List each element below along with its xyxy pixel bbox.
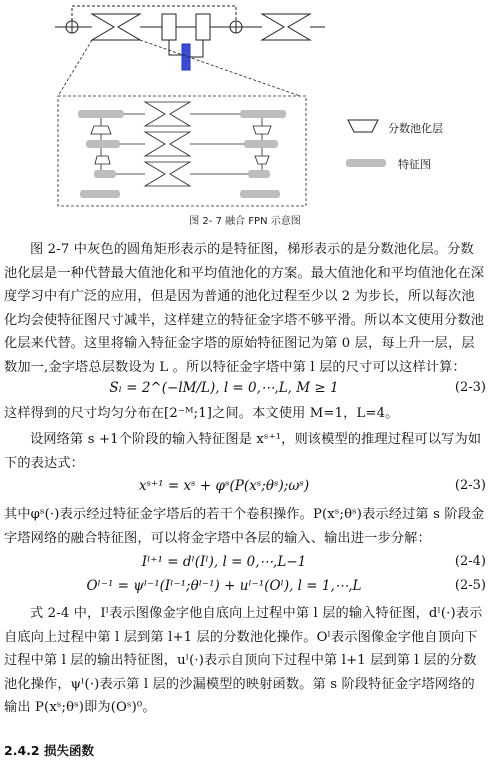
paragraph-2: 这样得到的尺寸均匀分布在[2⁻ᴹ;1]之间。本文使用 M=1，L=4。 (4, 406, 399, 421)
paragraph-4-container (4, 503, 486, 550)
legend-pooling-label: 分数池化层 (388, 122, 443, 135)
equation-number: (2-3) (454, 380, 486, 395)
paragraph-2-container (4, 402, 486, 426)
feature-map (86, 140, 120, 148)
feature-map (244, 140, 278, 148)
hourglass-block-1 (92, 14, 140, 40)
equation-2-3b (4, 476, 486, 498)
legend (346, 120, 386, 167)
paragraph-1-container (4, 238, 486, 380)
equation-body: Iˡ⁺¹ = dˡ(Iˡ), l = 0,⋯,L−1 (141, 554, 307, 570)
paragraph-5: 式 2-4 中，Iˡ表示图像金字他自底向上过程中第 l 层的输入特征图，dˡ(·)表示自底向上过程中第 l 层到第 l+1 层的分数池化操作。Oˡ表示图像金字他自顶向下过程中第 l 层的输出特征图，uˡ(·)表示自顶向下过程中第 l+1 层到第 l 层的分数池化操作，ψˡ(·)表示第 l 层的沙漏模型的映射函数。第 s 阶段特征金字塔网络的输出 P(xˢ;θˢ)即为(Oˢ)⁰。 (4, 606, 483, 716)
legend-pooling-icon (348, 120, 378, 132)
equation-number: (2-4) (454, 554, 486, 569)
equation-body: Sₗ = 2^(−lM/L), l = 0,⋯,L, M ≥ 1 (109, 380, 339, 396)
feature-map (240, 190, 280, 198)
zoom-detail (58, 96, 306, 206)
feature-map (248, 170, 270, 178)
paragraph-1: 图 2-7 中灰色的圆角矩形表示的是特征图，梯形表示的是分数池化层。分数池化层是一种代替最大值池化和平均值池化的方案。最大值池化和平均值池化在深度学习中有广泛的应用，但是因为普通的池化过程至少以 2 为步长，所以每次池化均会使特征图尺寸减半，这样建立的特征金字塔不够平滑。所以本文使用分数池化层来代替。这里将输入特征金字塔的原始特征图记为第 0 层，每上升一层，层数加一,金字塔总层数设为 L 。所以特征金字塔中第 l 层的尺寸可以这样计算： (4, 242, 485, 375)
equation-body: Oˡ⁻¹ = ψˡ⁻¹(Iˡ⁻¹;θˡ⁻¹) + uˡ⁻¹(Oˡ), l = 1,⋯,L (86, 578, 362, 594)
legend-feature-map-label: 特征图 (398, 158, 431, 171)
equation-2-3a (4, 378, 486, 400)
paragraph-4: 其中φˢ(·)表示经过特征金字塔后的若干个卷积操作。P(xˢ;θˢ)表示经过第 s 阶段金字塔网络的融合特征图，可以将金字塔中各层的输入、输出进一步分解： (4, 507, 485, 546)
equation-body: xˢ⁺¹ = xˢ + φˢ(P(xˢ;θˢ);ωˢ) (138, 478, 310, 494)
paragraph-5-container (4, 602, 486, 720)
hourglass-block-2 (262, 14, 310, 40)
conv-block-1 (162, 14, 176, 40)
top-pipeline (55, 6, 325, 70)
fractional-pooling-layer (91, 126, 111, 134)
feature-map (78, 110, 124, 118)
hourglass-inner (145, 132, 190, 156)
feature-map (80, 190, 120, 198)
fractional-pooling-layer (255, 156, 269, 164)
conv-block-2 (196, 14, 210, 40)
paragraph-3-container (4, 428, 486, 475)
equation-number: (2-5) (454, 578, 486, 593)
equation-2-5 (4, 576, 486, 598)
feature-map (240, 110, 286, 118)
paragraph-3: 设网络第 s +1个阶段的输入特征图是 xˢ⁺¹，则该模型的推理过程可以写为如下的表达式： (4, 432, 482, 471)
hourglass-inner (145, 102, 190, 126)
fractional-pooling-layer (95, 156, 110, 164)
equation-2-4 (4, 552, 486, 574)
figure-caption: 图 2- 7 融合 FPN 示意图 (189, 216, 301, 227)
hourglass-inner (145, 162, 190, 186)
equation-number: (2-3) (454, 478, 486, 493)
section-heading: 2.4.2 损失函数 (4, 743, 94, 758)
fractional-pooling-layer (253, 126, 271, 134)
feature-map (94, 170, 116, 178)
legend-feature-map-icon (346, 159, 386, 167)
